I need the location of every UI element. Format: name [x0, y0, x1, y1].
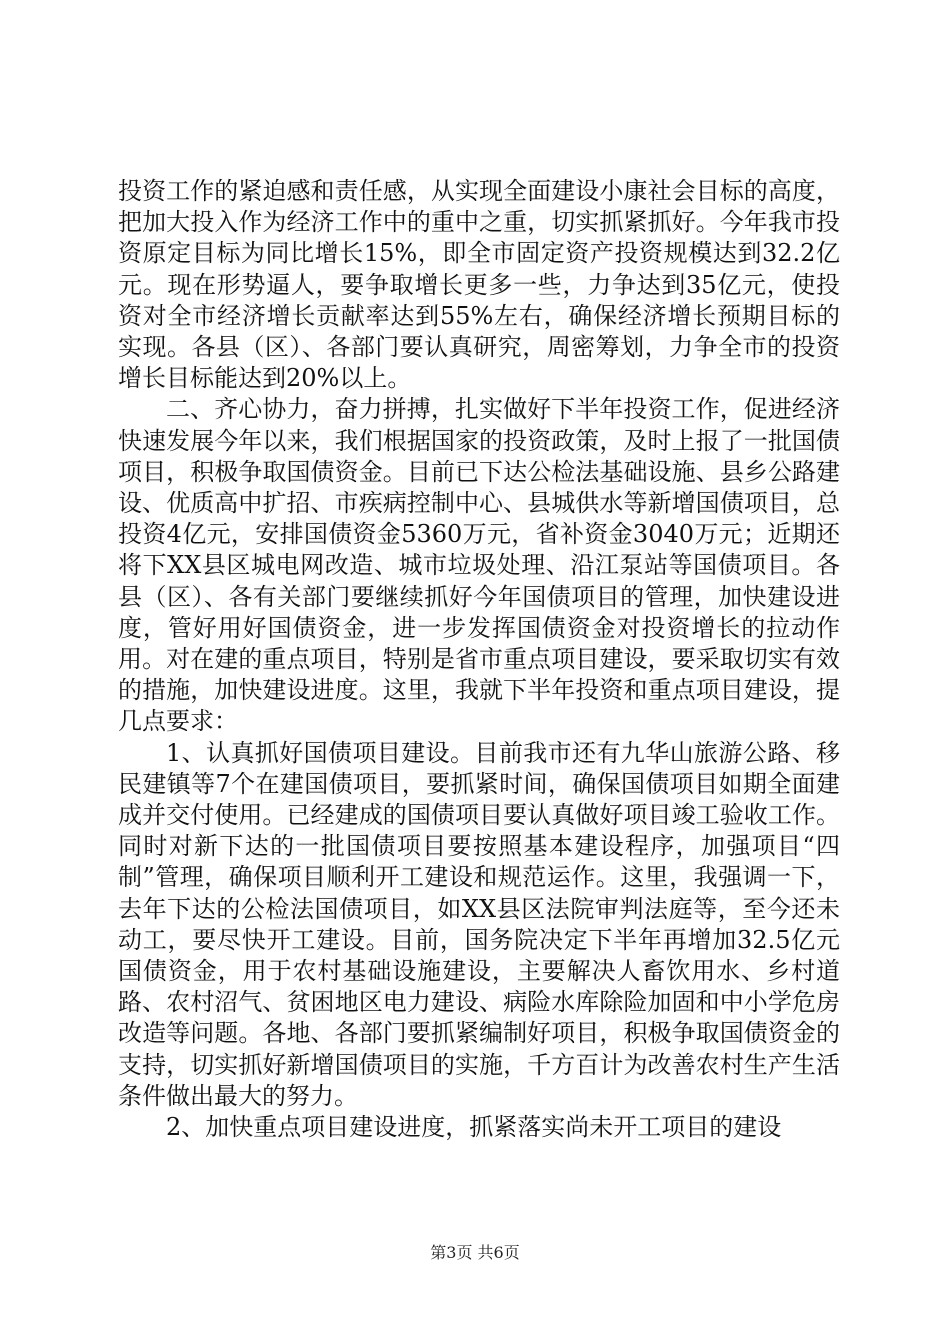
- paragraph-section-two: 二、齐心协力，奋力拼搏，扎实做好下半年投资工作，促进经济快速发展今年以来，我们根据国家的投资政策，及时上报了一批国债项目，积极争取国债资金。目前已下达公检法基础设施、县乡公路建设、优质高中扩招、市疾病控制中心、县城供水等新增国债项目，总投资4亿元，安排国债资金5360万元，省补资金3040万元；近期还将下XX县区城电网改造、城市垃圾处理、沿江泵站等国债项目。各县（区）、各有关部门要继续抓好今年国债项目的管理，加快建设进度，管好用好国债资金，进一步发挥国债资金对投资增长的拉动作用。对在建的重点项目，特别是省市重点项目建设，要采取切实有效的措施，加快建设进度。这里，我就下半年投资和重点项目建设，提几点要求：: [118, 395, 840, 736]
- paragraph-point-one: 1、认真抓好国债项目建设。目前我市还有九华山旅游公路、移民建镇等7个在建国债项目，要抓紧时间，确保国债项目如期全面建成并交付使用。已经建成的国债项目要认真做好项目竣工验收工作。同时对新下达的一批国债项目要按照基本建设程序，加强项目“四制”管理，确保项目顺利开工建设和规范运作。这里，我强调一下，去年下达的公检法国债项目，如XX县区法院审判法庭等，至今还未动工，要尽快开工建设。目前，国务院决定下半年再增加32.5亿元国债资金，用于农村基础设施建设，主要解决人畜饮用水、乡村道路、农村沼气、贫困地区电力建设、病险水库除险加固和中小学危房改造等问题。各地、各部门要抓紧编制好项目，积极争取国债资金的支持，切实抓好新增国债项目的实施，千方百计为改善农村生产生活条件做出最大的努力。: [118, 738, 840, 1110]
- document-body: [118, 176, 840, 1143]
- page-footer: 第3页 共6页: [430, 1243, 520, 1262]
- paragraph-point-two: 2、加快重点项目建设进度，抓紧落实尚未开工项目的建设: [166, 1113, 782, 1142]
- paragraph-continuation: 投资工作的紧迫感和责任感，从实现全面建设小康社会目标的高度，把加大投入作为经济工作中的重中之重，切实抓紧抓好。今年我市投资原定目标为同比增长15%，即全市固定资产投资规模达到32.2亿元。现在形势逼人，要争取增长更多一些，力争达到35亿元，使投资对全市经济增长贡献率达到55%左右，确保经济增长预期目标的实现。各县（区）、各部门要认真研究，周密筹划，力争全市的投资增长目标能达到20%以上。: [118, 177, 840, 393]
